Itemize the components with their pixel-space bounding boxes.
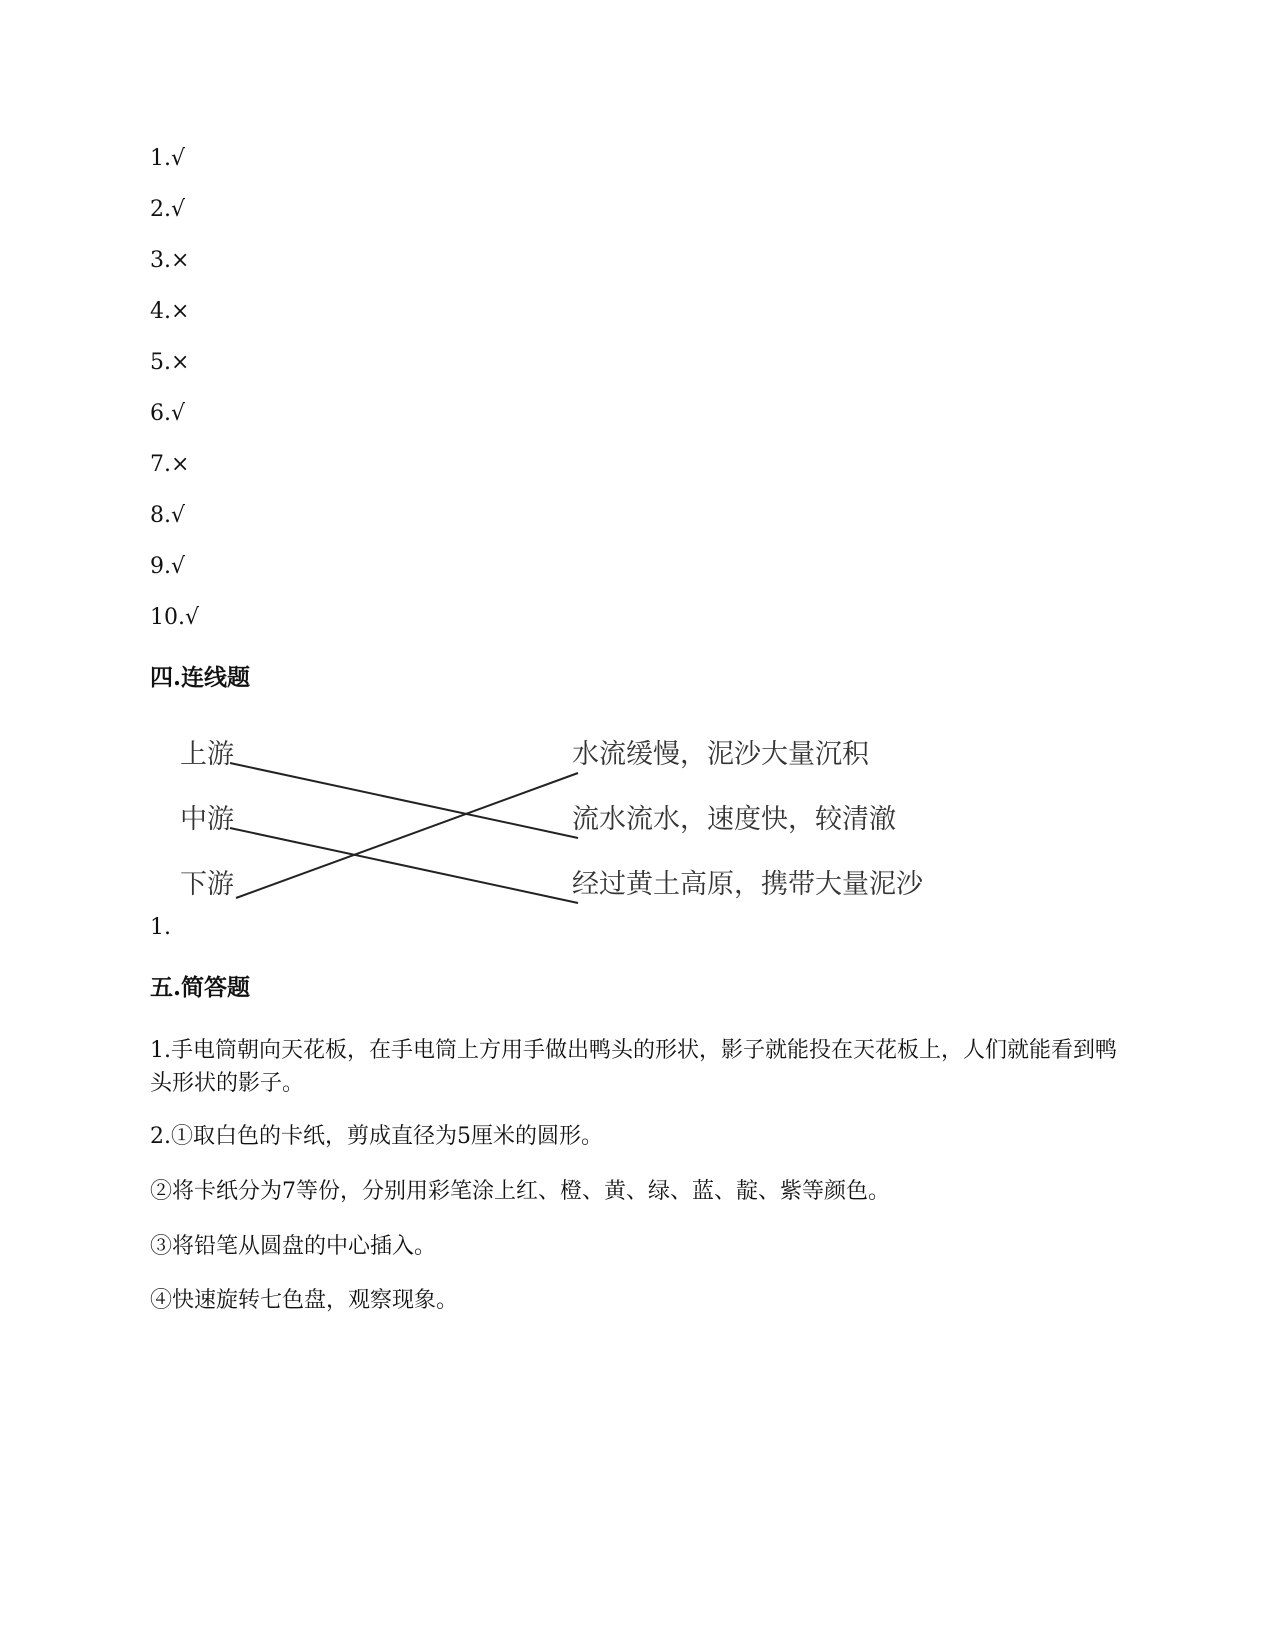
short-answer-1: 1.手电筒朝向天花板，在手电筒上方用手做出鸭头的形状，影子就能投在天花板上，人们就能看到鸭头形状的影子。 [150, 1038, 1117, 1096]
tf-answer-4: 4.× [150, 299, 190, 324]
tf-answer-2: 2.√ [150, 197, 186, 222]
connector-line-lower [236, 773, 578, 898]
left-item-middle: 中游 [180, 804, 234, 835]
matching-lines [180, 755, 960, 945]
tf-answer-6: 6.√ [150, 401, 186, 426]
connector-line-middle [230, 828, 578, 903]
matching-figure [180, 739, 960, 945]
tf-answer-10: 10.√ [150, 605, 200, 630]
left-item-lower: 下游 [180, 869, 234, 900]
short-answer-2-step-3: ③将铅笔从圆盘的中心插入。 [150, 1234, 437, 1259]
tf-answer-5: 5.× [150, 350, 190, 375]
connector-line-upper [230, 763, 578, 838]
tf-answer-8: 8.√ [150, 503, 186, 528]
left-item-upper: 上游 [180, 739, 234, 770]
short-answer-2-step-4: ④快速旋转七色盘，观察现象。 [150, 1288, 459, 1313]
section-title-short-answer: 五.简答题 [150, 974, 251, 1001]
tf-answer-9: 9.√ [150, 554, 186, 579]
short-answer-2-step-1: 2.①取白色的卡纸，剪成直径为5厘米的圆形。 [150, 1124, 603, 1149]
matching-answer-number: 1. [150, 915, 171, 940]
right-item-2: 流水流水，速度快，较清澈 [572, 804, 896, 835]
right-item-1: 水流缓慢，泥沙大量沉积 [572, 739, 869, 770]
right-item-3: 经过黄土高原，携带大量泥沙 [572, 869, 923, 900]
tf-answer-1: 1.√ [150, 146, 186, 171]
short-answer-2-step-2: ②将卡纸分为7等份，分别用彩笔涂上红、橙、黄、绿、蓝、靛、紫等颜色。 [150, 1179, 890, 1204]
tf-answer-7: 7.× [150, 452, 190, 477]
tf-answer-3: 3.× [150, 248, 190, 273]
section-title-matching: 四.连线题 [150, 664, 251, 691]
